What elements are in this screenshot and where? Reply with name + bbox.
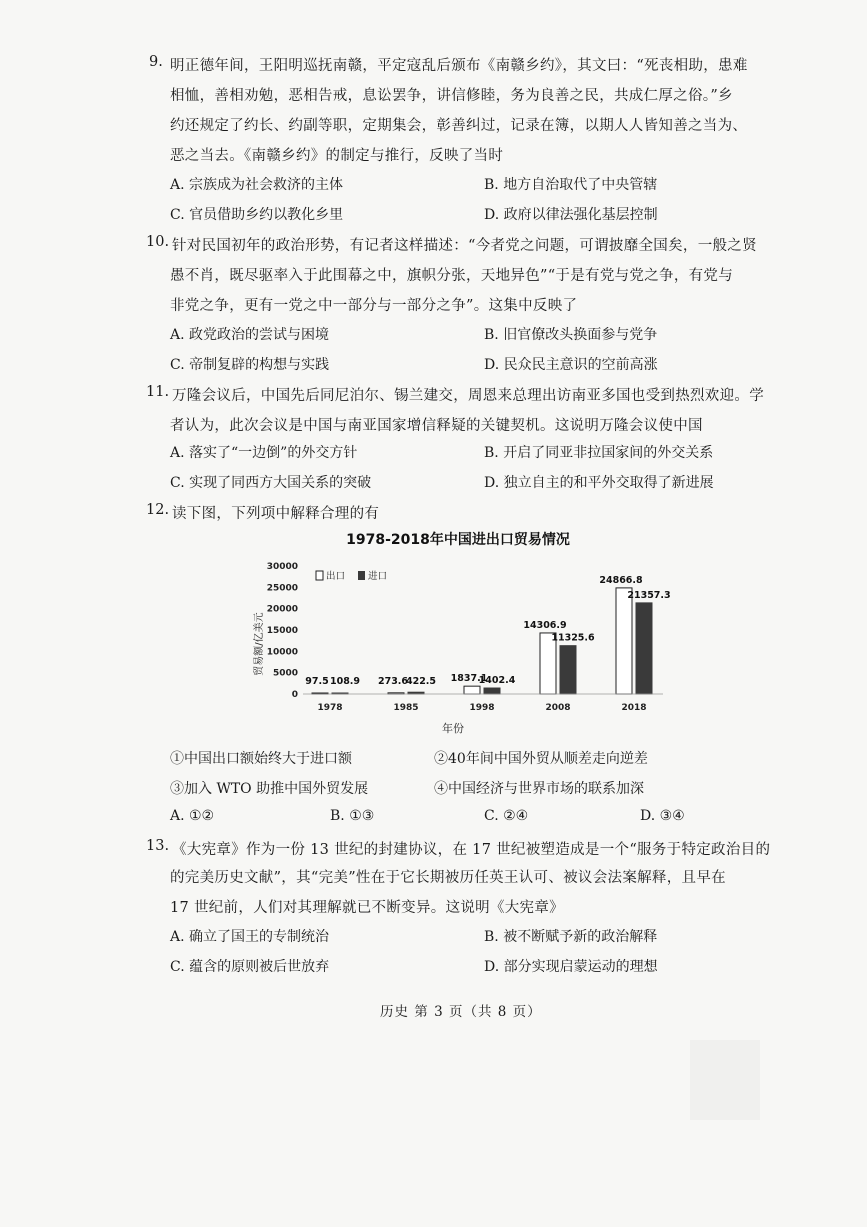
question-9-line-3: 约还规定了约长、约副等职，定期集会，彰善纠过，记录在簿，以期人人皆知善之当为、: [170, 118, 748, 134]
y-tick-label: 10000: [266, 647, 298, 658]
question-13-line-3: 17 世纪前，人们对其理解就已不断变异。这说明《大宪章》: [170, 900, 564, 916]
y-tick-label: 0: [291, 690, 298, 700]
y-tick-label: 30000: [266, 562, 298, 572]
question-12-line-1: 读下图，下列项中解释合理的有: [172, 506, 380, 522]
question-9-line-4: 恶之当去。《南赣乡约》的制定与推行，反映了当时: [170, 148, 504, 164]
statement-1: ①中国出口额始终大于进口额: [170, 751, 352, 767]
statement-2: ②40年间中国外贸从顺差走向逆差: [434, 751, 648, 767]
question-9-line-1: 明正德年间，王阳明巡抚南赣，平定寇乱后颁布《南赣乡约》，其文曰：“死丧相助，患难: [170, 58, 748, 74]
y-tick-label: 15000: [266, 626, 298, 636]
x-tick-label: 2018: [621, 703, 647, 713]
question-9-option-d: D. 政府以律法强化基层控制: [484, 207, 658, 223]
question-10-line-3: 非党之争，更有一党之中一部分与一部分之争”。这集中反映了: [170, 298, 578, 314]
statement-3: ③加入 WTO 助推中国外贸发展: [170, 781, 369, 797]
question-11-option-c: C. 实现了同西方大国关系的突破: [170, 475, 372, 491]
import-bar-2008: [560, 646, 576, 694]
import-value-label-2008: 11325.6: [551, 632, 595, 644]
legend-export-label: 出口: [326, 571, 346, 582]
x-tick-label: 1978: [317, 703, 343, 713]
export-value-label-2018: 24866.8: [599, 574, 643, 586]
chart-title: 1978-2018年中国进出口贸易情况: [346, 532, 570, 548]
legend-import-label: 进口: [368, 571, 388, 582]
y-tick-label: 5000: [272, 668, 298, 679]
export-value-label-1998: 1837.1: [450, 673, 488, 685]
import-bar-1998: [484, 688, 500, 694]
y-tick-label: 20000: [266, 604, 298, 615]
import-value-label-1978: 108.9: [329, 676, 361, 687]
question-9-option-c: C. 官员借助乡约以教化乡里: [170, 207, 344, 223]
question-11-option-d: D. 独立自主的和平外交取得了新进展: [484, 475, 714, 491]
question-11-number: 11.: [146, 384, 170, 400]
x-tick-label: 2008: [545, 703, 571, 713]
legend-export-swatch: [316, 571, 323, 580]
question-9-option-a: A. 宗族成为社会救济的主体: [170, 177, 344, 193]
question-13-option-b: B. 被不断赋予新的政治解释: [484, 929, 658, 945]
export-bar-2018: [616, 588, 632, 694]
question-9-line-2: 相恤，善相劝勉，恶相告戒，息讼罢争，讲信修睦，务为良善之民，共成仁厚之俗。”乡: [170, 88, 733, 104]
question-11-line-1: 万隆会议后，中国先后同尼泊尔、锡兰建交，周恩来总理出访南亚多国也受到热烈欢迎。学: [172, 388, 764, 404]
question-11-line-2: 者认为，此次会议是中国与南亚国家增信释疑的关键契机。这说明万隆会议使中国: [170, 418, 703, 434]
x-tick-label: 1998: [469, 703, 495, 713]
question-12-option-d: D. ③④: [640, 808, 685, 824]
question-10-option-c: C. 帝制复辟的构想与实践: [170, 357, 330, 373]
question-12-option-a: A. ①②: [170, 808, 215, 824]
question-13-line-1: 《大宪章》作为一份 13 世纪的封建协议，在 17 世纪被塑造成是一个“服务于特定政治目的: [172, 842, 771, 858]
question-10-line-2: 愚不肖，既尽驱率入于此围幕之中，旗帜分张，天地异色”“于是有党与党之争，有党与: [170, 268, 734, 284]
question-10-option-a: A. 政党政治的尝试与困境: [170, 327, 330, 343]
question-12-option-c: C. ②④: [484, 808, 529, 824]
export-value-label-2008: 14306.9: [523, 619, 567, 631]
question-13-line-2: 的完美历史文献”，其“完美”性在于它长期被历任英王认可、被议会法案解释，且早在: [170, 870, 726, 886]
x-tick-label: 1985: [393, 703, 419, 713]
question-12-option-b: B. ①③: [330, 808, 375, 824]
statement-4: ④中国经济与世界市场的联系加深: [434, 781, 644, 797]
question-10-option-d: D. 民众民主意识的空前高涨: [484, 357, 658, 373]
question-9-option-b: B. 地方自治取代了中央管辖: [484, 177, 658, 193]
question-9-number: 9.: [149, 54, 163, 70]
import-value-label-2018: 21357.3: [627, 589, 671, 601]
question-13-option-d: D. 部分实现启蒙运动的理想: [484, 959, 658, 975]
trade-bar-chart: [248, 526, 688, 742]
question-13-option-a: A. 确立了国王的专制统治: [170, 929, 330, 945]
export-bar-1998: [464, 686, 480, 694]
legend-import-swatch: [358, 571, 365, 580]
question-13-option-c: C. 蕴含的原则被后世放弃: [170, 959, 330, 975]
question-10-option-b: B. 旧官僚改头换面参与党争: [484, 327, 658, 343]
question-13-number: 13.: [146, 838, 170, 854]
y-axis-label: 贸易额/亿美元: [254, 612, 265, 676]
import-value-label-1985: 422.5: [405, 676, 437, 687]
question-10-line-1: 针对民国初年的政治形势，有记者这样描述：“今者党之问题，可谓披靡全国矣，一般之贤: [172, 238, 757, 254]
scan-shadow: [690, 1040, 760, 1120]
export-value-label-1985: 273.6: [377, 676, 409, 687]
import-value-label-1998: 1402.4: [478, 675, 516, 687]
question-12-number: 12.: [146, 502, 170, 518]
question-10-number: 10.: [146, 234, 170, 250]
question-11-option-b: B. 开启了同亚非拉国家间的外交关系: [484, 445, 714, 461]
export-value-label-1978: 97.5: [305, 676, 329, 687]
question-11-option-a: A. 落实了“一边倒”的外交方针: [170, 445, 358, 461]
y-tick-label: 25000: [266, 583, 298, 594]
import-bar-2018: [636, 603, 652, 694]
x-axis-label: 年份: [442, 722, 464, 735]
page-footer: 历史 第 3 页（共 8 页）: [380, 1004, 542, 1020]
